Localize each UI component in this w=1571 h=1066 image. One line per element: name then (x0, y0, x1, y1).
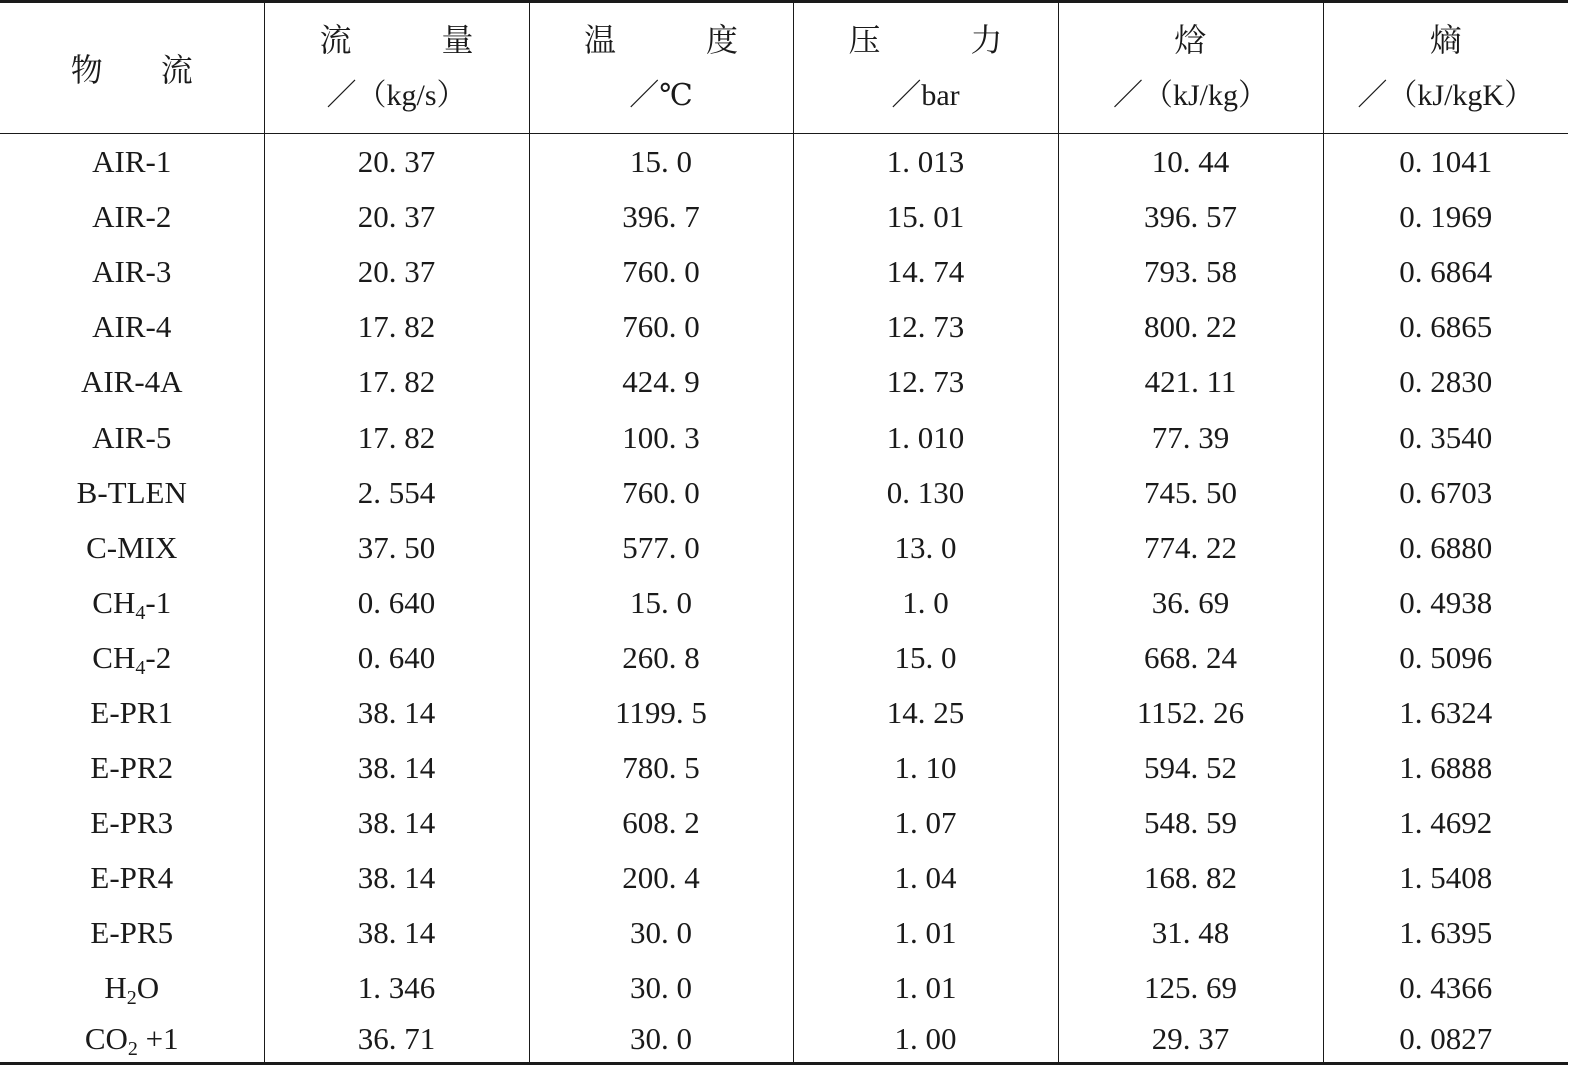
cell-pressure: 1. 010 (793, 409, 1058, 464)
header-flow-unit: ／（kg/s） (326, 79, 467, 112)
cell-temperature: 30. 0 (529, 1016, 793, 1064)
table-row (0, 850, 1568, 905)
cell-temperature: 30. 0 (529, 960, 793, 1015)
header-entropy-name: 熵 (1429, 22, 1462, 58)
header-pressure-unit: ／bar (891, 79, 960, 112)
stream-subscript: 4 (135, 601, 146, 624)
table-row (0, 685, 1568, 740)
cell-entropy: 1. 6324 (1323, 685, 1568, 740)
cell-entropy: 1. 5408 (1323, 850, 1568, 905)
cell-entropy: 0. 4938 (1323, 575, 1568, 630)
cell-pressure: 12. 73 (793, 299, 1058, 354)
cell-enthalpy: 77. 39 (1058, 409, 1323, 464)
cell-pressure: 1. 07 (793, 795, 1058, 850)
stream-name: B-TLEN (76, 474, 187, 510)
cell-pressure: 12. 73 (793, 354, 1058, 409)
header-row (0, 2, 1568, 134)
cell-stream (0, 575, 264, 630)
cell-pressure: 14. 25 (793, 685, 1058, 740)
cell-stream (0, 299, 264, 354)
cell-pressure: 0. 130 (793, 465, 1058, 520)
header-pressure-name: 压 力 (848, 22, 1003, 58)
cell-stream (0, 685, 264, 740)
table-row (0, 354, 1568, 409)
cell-enthalpy: 548. 59 (1058, 795, 1323, 850)
cell-enthalpy: 745. 50 (1058, 465, 1323, 520)
table-row (0, 520, 1568, 575)
header-enthalpy (1058, 2, 1323, 134)
cell-pressure: 15. 0 (793, 630, 1058, 685)
header-enthalpy-name: 焓 (1174, 22, 1207, 58)
cell-enthalpy: 29. 37 (1058, 1016, 1323, 1064)
table-body (0, 134, 1568, 1064)
cell-flow: 0. 640 (264, 575, 529, 630)
cell-temperature: 200. 4 (529, 850, 793, 905)
stream-subscript: 4 (135, 656, 146, 679)
cell-entropy: 0. 0827 (1323, 1016, 1568, 1064)
cell-entropy: 0. 5096 (1323, 630, 1568, 685)
cell-flow: 17. 82 (264, 354, 529, 409)
stream-suffix: +1 (137, 1020, 179, 1056)
cell-enthalpy: 421. 11 (1058, 354, 1323, 409)
table-row (0, 905, 1568, 960)
stream-name: CH (92, 639, 136, 675)
cell-temperature: 1199. 5 (529, 685, 793, 740)
cell-temperature: 15. 0 (529, 134, 793, 190)
cell-flow: 17. 82 (264, 409, 529, 464)
stream-name: AIR-4 (92, 309, 172, 345)
table-header (0, 2, 1568, 134)
cell-enthalpy: 668. 24 (1058, 630, 1323, 685)
cell-pressure: 1. 01 (793, 905, 1058, 960)
cell-entropy: 0. 6880 (1323, 520, 1568, 575)
cell-stream (0, 795, 264, 850)
header-temperature-unit: ／℃ (629, 79, 693, 112)
cell-pressure: 13. 0 (793, 520, 1058, 575)
cell-entropy: 0. 6865 (1323, 299, 1568, 354)
cell-flow: 20. 37 (264, 134, 529, 190)
table-row (0, 960, 1568, 1015)
cell-enthalpy: 31. 48 (1058, 905, 1323, 960)
stream-name: CH (92, 584, 136, 620)
cell-pressure: 14. 74 (793, 244, 1058, 299)
cell-entropy: 0. 2830 (1323, 354, 1568, 409)
cell-stream (0, 409, 264, 464)
stream-name: C-MIX (86, 529, 178, 565)
cell-flow: 38. 14 (264, 740, 529, 795)
stream-subscript: 2 (127, 1037, 138, 1060)
cell-stream (0, 520, 264, 575)
cell-pressure: 1. 0 (793, 575, 1058, 630)
cell-stream (0, 189, 264, 244)
cell-enthalpy: 125. 69 (1058, 960, 1323, 1015)
cell-pressure: 1. 04 (793, 850, 1058, 905)
cell-flow: 17. 82 (264, 299, 529, 354)
stream-name: AIR-2 (92, 199, 172, 235)
cell-entropy: 0. 4366 (1323, 960, 1568, 1015)
cell-stream (0, 1016, 264, 1064)
table-row (0, 740, 1568, 795)
cell-enthalpy: 168. 82 (1058, 850, 1323, 905)
cell-temperature: 100. 3 (529, 409, 793, 464)
cell-pressure: 1. 013 (793, 134, 1058, 190)
table-row (0, 465, 1568, 520)
table-row (0, 134, 1568, 190)
stream-name: AIR-1 (92, 144, 172, 180)
cell-flow: 36. 71 (264, 1016, 529, 1064)
cell-flow: 2. 554 (264, 465, 529, 520)
header-stream (0, 2, 264, 134)
cell-flow: 38. 14 (264, 850, 529, 905)
cell-flow: 38. 14 (264, 795, 529, 850)
cell-pressure: 15. 01 (793, 189, 1058, 244)
cell-stream (0, 630, 264, 685)
cell-entropy: 0. 1969 (1323, 189, 1568, 244)
cell-stream (0, 850, 264, 905)
cell-temperature: 15. 0 (529, 575, 793, 630)
cell-enthalpy: 774. 22 (1058, 520, 1323, 575)
cell-flow: 37. 50 (264, 520, 529, 575)
table-row (0, 795, 1568, 850)
cell-enthalpy: 10. 44 (1058, 134, 1323, 190)
table-row (0, 244, 1568, 299)
stream-name: AIR-5 (92, 419, 172, 455)
cell-temperature: 260. 8 (529, 630, 793, 685)
cell-entropy: 1. 6888 (1323, 740, 1568, 795)
cell-temperature: 30. 0 (529, 905, 793, 960)
cell-temperature: 396. 7 (529, 189, 793, 244)
cell-flow: 38. 14 (264, 905, 529, 960)
cell-temperature: 577. 0 (529, 520, 793, 575)
cell-temperature: 760. 0 (529, 244, 793, 299)
stream-name: E-PR3 (90, 805, 174, 841)
header-flow-name: 流 量 (319, 22, 474, 58)
cell-enthalpy: 793. 58 (1058, 244, 1323, 299)
stream-name: CO (84, 1020, 128, 1056)
cell-entropy: 0. 6864 (1323, 244, 1568, 299)
stream-name: AIR-4A (80, 364, 183, 400)
stream-name: E-PR5 (90, 915, 174, 951)
cell-stream (0, 740, 264, 795)
stream-name: H (104, 970, 127, 1006)
cell-flow: 0. 640 (264, 630, 529, 685)
cell-temperature: 760. 0 (529, 299, 793, 354)
header-pressure (793, 2, 1058, 134)
stream-subscript: 2 (126, 987, 137, 1010)
cell-enthalpy: 36. 69 (1058, 575, 1323, 630)
cell-entropy: 0. 3540 (1323, 409, 1568, 464)
header-stream-name: 物 流 (70, 52, 193, 88)
table-row (0, 189, 1568, 244)
cell-pressure: 1. 00 (793, 1016, 1058, 1064)
cell-enthalpy: 396. 57 (1058, 189, 1323, 244)
stream-suffix: -1 (145, 584, 172, 620)
cell-pressure: 1. 01 (793, 960, 1058, 1015)
cell-enthalpy: 1152. 26 (1058, 685, 1323, 740)
table-row (0, 409, 1568, 464)
header-enthalpy-unit: ／（kJ/kg） (1112, 79, 1268, 112)
stream-name: AIR-3 (92, 254, 172, 290)
cell-stream (0, 465, 264, 520)
table-row (0, 1016, 1568, 1064)
header-temperature (529, 2, 793, 134)
cell-flow: 20. 37 (264, 189, 529, 244)
cell-flow: 20. 37 (264, 244, 529, 299)
cell-entropy: 1. 4692 (1323, 795, 1568, 850)
cell-temperature: 760. 0 (529, 465, 793, 520)
header-entropy-unit: ／（kJ/kgK） (1357, 79, 1535, 112)
stream-suffix: -2 (145, 639, 172, 675)
cell-stream (0, 134, 264, 190)
cell-temperature: 608. 2 (529, 795, 793, 850)
cell-temperature: 424. 9 (529, 354, 793, 409)
table-row (0, 299, 1568, 354)
table-row (0, 575, 1568, 630)
table-row (0, 630, 1568, 685)
cell-stream (0, 244, 264, 299)
cell-stream (0, 960, 264, 1015)
stream-suffix: O (136, 970, 160, 1006)
stream-name: E-PR1 (90, 694, 174, 730)
cell-entropy: 1. 6395 (1323, 905, 1568, 960)
cell-enthalpy: 800. 22 (1058, 299, 1323, 354)
cell-temperature: 780. 5 (529, 740, 793, 795)
cell-enthalpy: 594. 52 (1058, 740, 1323, 795)
cell-entropy: 0. 1041 (1323, 134, 1568, 190)
cell-flow: 1. 346 (264, 960, 529, 1015)
header-entropy (1323, 2, 1568, 134)
cell-stream (0, 354, 264, 409)
cell-stream (0, 905, 264, 960)
stream-name: E-PR2 (90, 750, 174, 786)
stream-name: E-PR4 (90, 860, 174, 896)
header-flow (264, 2, 529, 134)
cell-pressure: 1. 10 (793, 740, 1058, 795)
cell-entropy: 0. 6703 (1323, 465, 1568, 520)
header-temperature-name: 温 度 (583, 22, 739, 58)
cell-flow: 38. 14 (264, 685, 529, 740)
